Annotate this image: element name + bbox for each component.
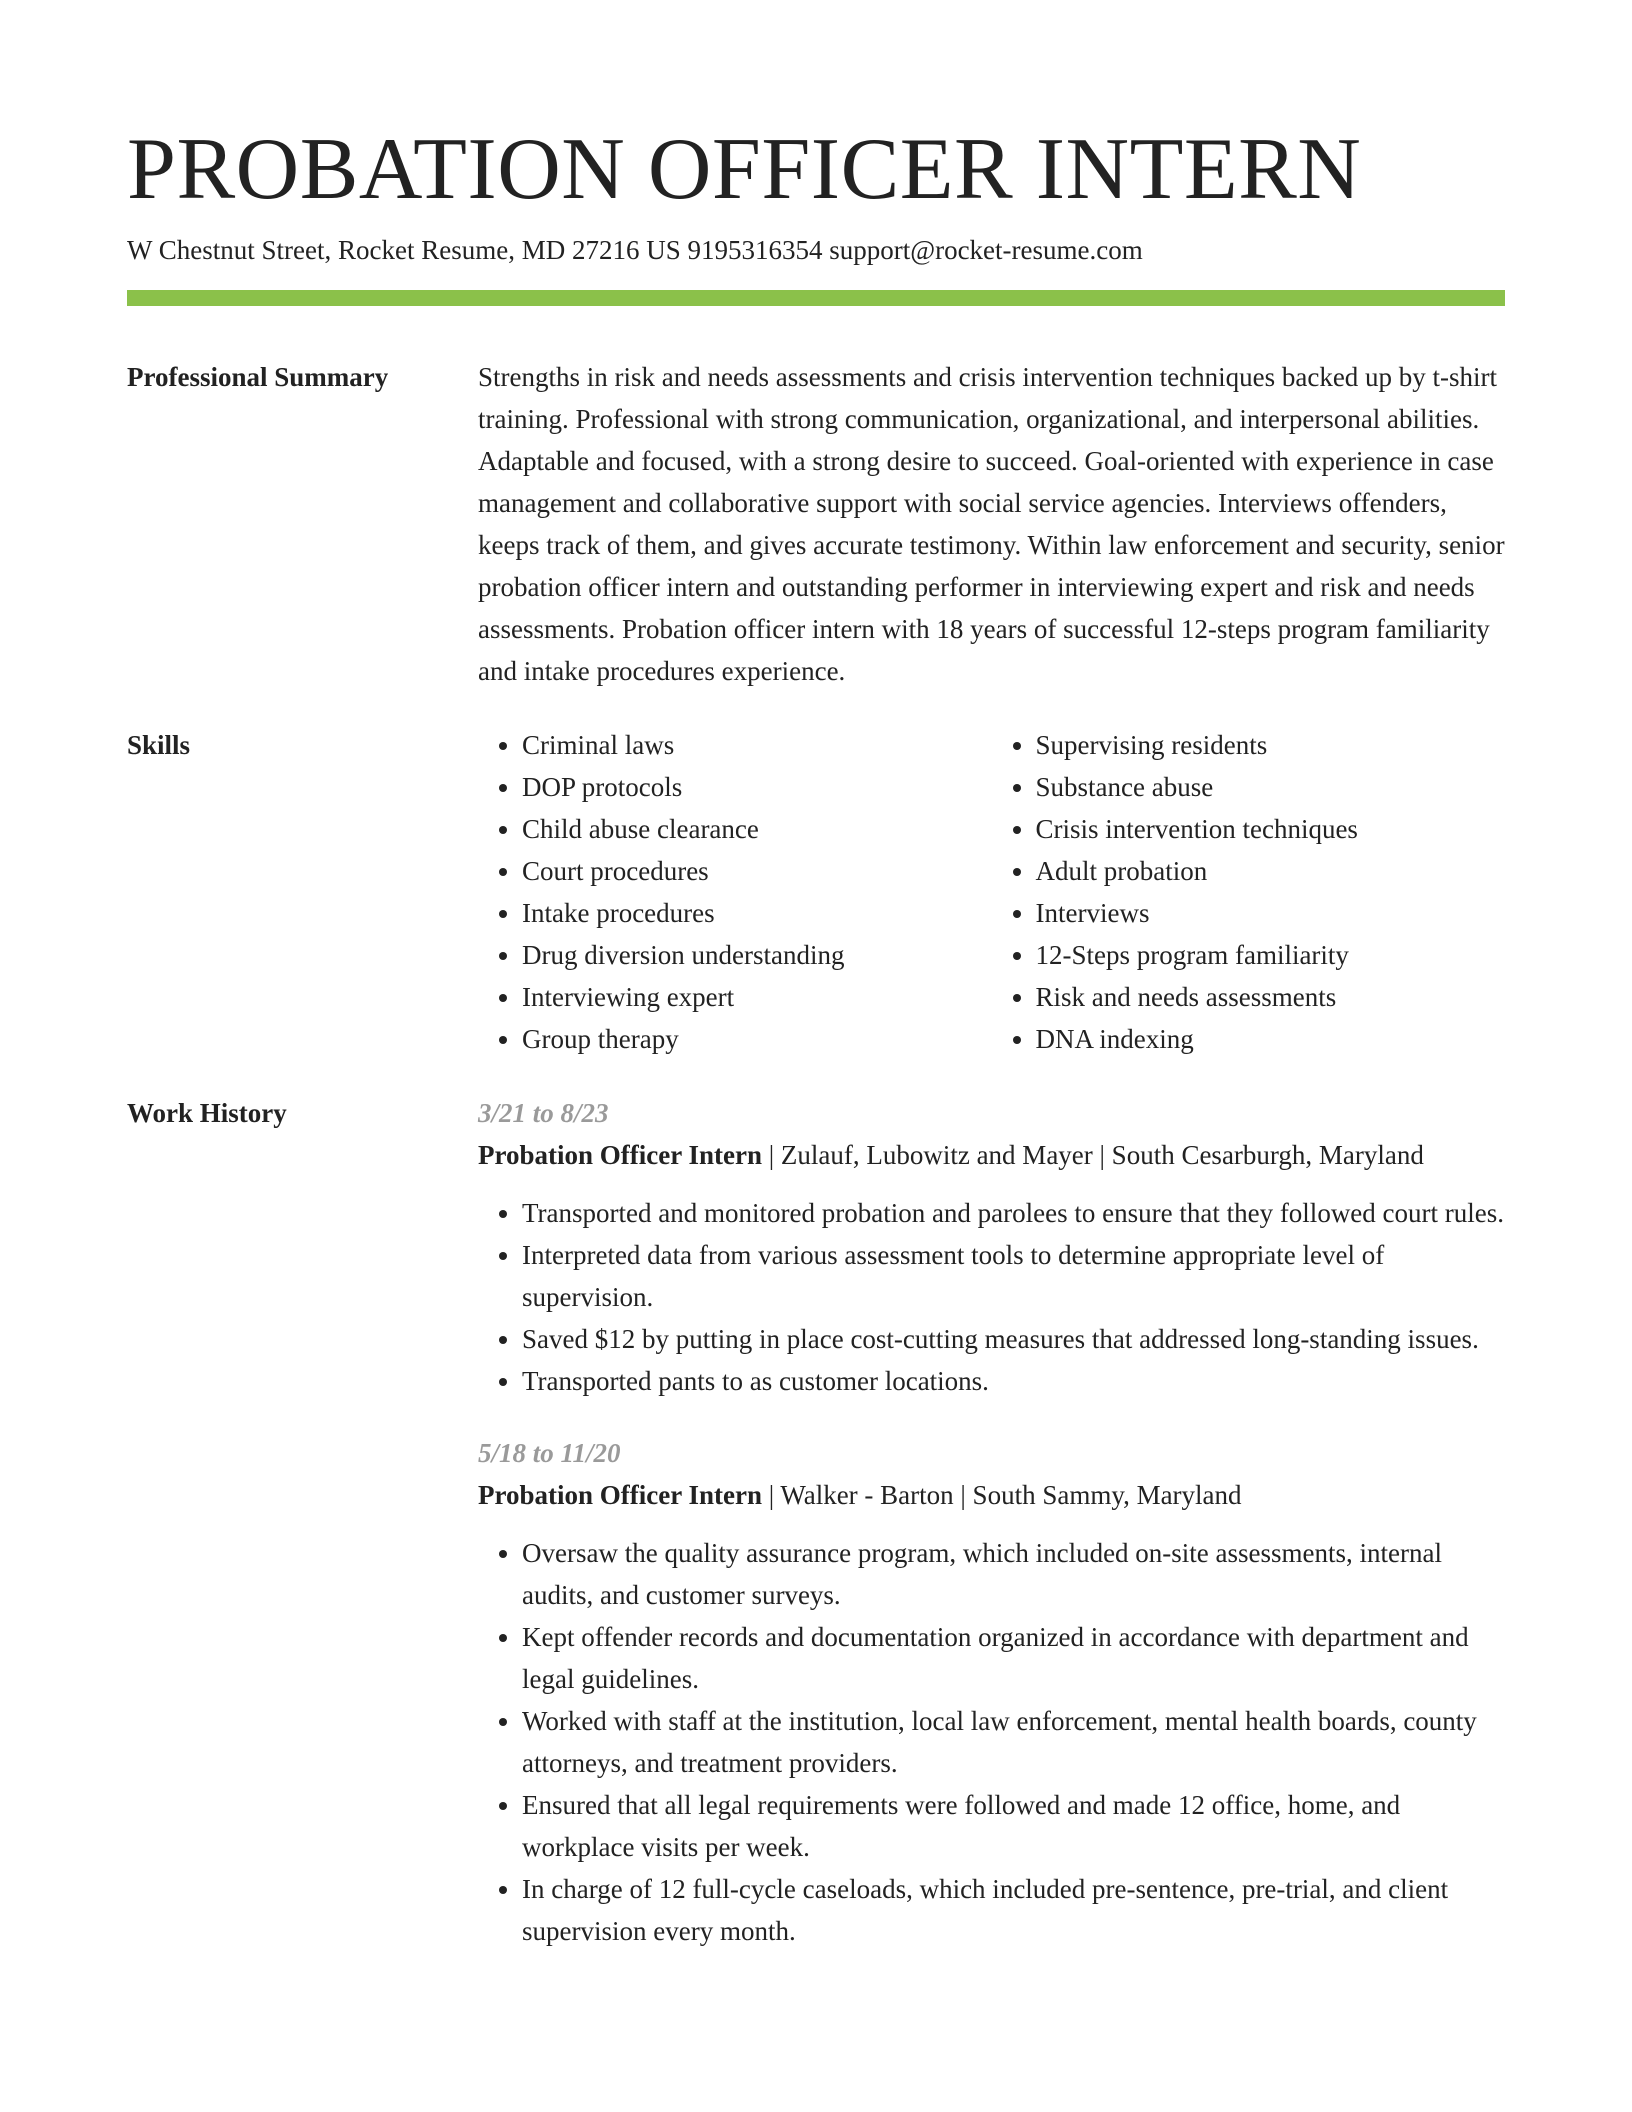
- summary-text: Strengths in risk and needs assessments and crisis intervention techniques backed up by t-shirt training. Professional with strong communication, organizational, and interpersonal abilities. Adaptable and focused, with a strong desire to succeed. Goal-oriented with experience in case management and collaborative support with social service agencies. Interviews offenders, keeps track of them, and gives accurate testimony. Within law enforcement and security, senior probation officer intern and outstanding performer in interviewing expert and risk and needs assessments. Probation officer intern with 18 years of successful 12-steps program familiarity and intake procedures experience.: [478, 362, 1505, 686]
- skill-item: • 12-Steps program familiarity: [1036, 934, 1506, 976]
- job-bullets: [478, 1192, 1505, 1402]
- job-entry: [478, 1092, 1505, 1402]
- skill-item: • Group therapy: [522, 1018, 992, 1060]
- job-bullet: • Kept offender records and documentation organized in accordance with department and legal guidelines.: [522, 1616, 1505, 1700]
- job-bullet: • Saved $12 by putting in place cost-cutting measures that addressed long-standing issues.: [522, 1318, 1505, 1360]
- skill-item: • Intake procedures: [522, 892, 992, 934]
- skills-section: [127, 724, 1505, 1060]
- work-history-section: [127, 1092, 1505, 1982]
- skills-body: [478, 724, 1505, 1060]
- contact-phone: 9195316354: [687, 235, 830, 265]
- contact-line: [127, 233, 1505, 267]
- job-bullets: [478, 1532, 1505, 1952]
- skills-list-right: [992, 724, 1506, 1060]
- job-bullet: • Oversaw the quality assurance program, which included on-site assessments, internal audits, and customer surveys.: [522, 1532, 1505, 1616]
- skill-item: • Substance abuse: [1036, 766, 1506, 808]
- skill-item: • Interviews: [1036, 892, 1506, 934]
- contact-address: W Chestnut Street, Rocket Resume, MD 27216 US: [127, 235, 688, 265]
- skill-item: • Child abuse clearance: [522, 808, 992, 850]
- job-title: Probation Officer Intern: [478, 1480, 762, 1510]
- summary-heading: Professional Summary: [127, 362, 389, 392]
- job-employer-location: | Walker - Barton | South Sammy, Maryland: [761, 1480, 1242, 1510]
- candidate-name: PROBATION OFFICER INTERN: [127, 121, 1362, 218]
- skill-item: • DNA indexing: [1036, 1018, 1506, 1060]
- job-bullet: • Worked with staff at the institution, local law enforcement, mental health boards, county attorneys, and treatment providers.: [522, 1700, 1505, 1784]
- skill-item: • Criminal laws: [522, 724, 992, 766]
- skill-item: • Supervising residents: [1036, 724, 1506, 766]
- contact-email[interactable]: support@rocket-resume.com: [829, 235, 1143, 265]
- skill-item: • Interviewing expert: [522, 976, 992, 1018]
- work-history-heading: Work History: [127, 1098, 287, 1128]
- skill-item: • DOP protocols: [522, 766, 992, 808]
- job-title: Probation Officer Intern: [478, 1140, 762, 1170]
- job-bullet: • Transported and monitored probation and parolees to ensure that they followed court rules.: [522, 1192, 1505, 1234]
- header-divider: [127, 290, 1505, 306]
- skill-item: • Risk and needs assessments: [1036, 976, 1506, 1018]
- skill-item: • Court procedures: [522, 850, 992, 892]
- job-dates: 3/21 to 8/23: [478, 1098, 609, 1128]
- job-title-line: [478, 1474, 1505, 1516]
- summary-section: [127, 356, 1505, 692]
- summary-body: [478, 356, 1505, 692]
- skills-heading: Skills: [127, 730, 191, 760]
- job-bullet: • Transported pants to as customer locations.: [522, 1360, 1505, 1402]
- job-entry: [478, 1432, 1505, 1952]
- skill-item: • Adult probation: [1036, 850, 1506, 892]
- work-history-body: [478, 1092, 1505, 1982]
- job-bullet: • Ensured that all legal requirements were followed and made 12 office, home, and workplace visits per week.: [522, 1784, 1505, 1868]
- job-bullet: • Interpreted data from various assessment tools to determine appropriate level of supervision.: [522, 1234, 1505, 1318]
- job-employer-location: | Zulauf, Lubowitz and Mayer | South Cesarburgh, Maryland: [761, 1140, 1424, 1170]
- skill-item: • Crisis intervention techniques: [1036, 808, 1506, 850]
- job-bullet: • In charge of 12 full-cycle caseloads, which included pre-sentence, pre-trial, and client supervision every month.: [522, 1868, 1505, 1952]
- skills-list-left: [478, 724, 992, 1060]
- skill-item: • Drug diversion understanding: [522, 934, 992, 976]
- job-dates: 5/18 to 11/20: [478, 1438, 621, 1468]
- job-title-line: [478, 1134, 1505, 1176]
